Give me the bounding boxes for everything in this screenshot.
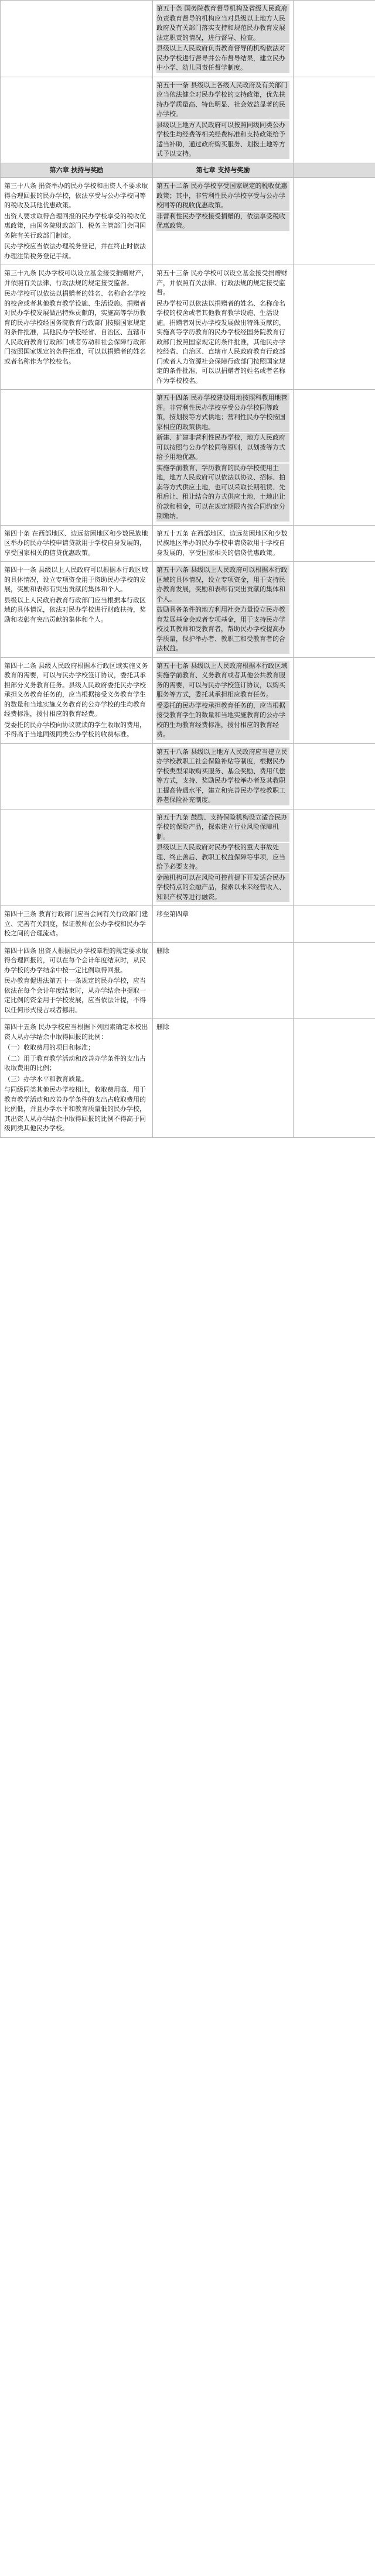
original-clause: [1, 390, 153, 526]
original-clause: [1, 906, 153, 943]
original-clause: [1, 77, 153, 163]
original-clause-paragraph: 第四十条 在西部地区、边远贫困地区和少数民族地区举办的民办学校申请贷款用于学校自身发展的，享受国家相关的信贷优惠政策。: [4, 529, 148, 557]
clause-row: [1, 743, 375, 809]
revised-clause: [153, 525, 294, 562]
chapter-heading-note: [294, 163, 375, 178]
revised-clause-paragraph: 第五十二条 民办学校享受国家规定的税收优惠政策；其中，非营利性民办学校享受与公办学校同等的税收优惠政策。: [156, 181, 289, 211]
original-clause: [1, 657, 153, 743]
revised-clause: [153, 657, 294, 743]
chapter-heading-row: [1, 163, 375, 178]
original-clause-paragraph: 第四十四条 出资人根据民办学校章程的规定要求取得合理回报的，可以在每个会计年度结束时，从民办学校的办学结余中按一定比例取得回报。: [4, 946, 148, 974]
clause-row: [1, 77, 375, 163]
comparison-document: [0, 0, 375, 1138]
clause-row: [1, 525, 375, 562]
revised-clause-paragraph: 第五十七条 县级以上人民政府根据本行政区域实施学前教育、义务教育或者其他公共教育服务的需要，可以与民办学校签订协议，以购买服务等方式，委托其承担相应教育任务。: [156, 661, 289, 700]
revised-clause-paragraph: 第五十三条 民办学校可以设立基金接受捐赠财产，并依照有关法律、行政法规的规定接受监督。: [156, 269, 288, 296]
note-cell: [294, 562, 375, 658]
revised-clause-paragraph: 删除: [156, 1023, 169, 1031]
revised-clause-paragraph: 移至第四章: [156, 910, 189, 918]
revised-clause: [153, 906, 294, 943]
comparison-table: [0, 0, 375, 1138]
clause-row: [1, 562, 375, 658]
original-clause-paragraph: 与同级同类其他民办学校相比，收取费用高、用于教育教学活动和改善办学条件的支出占收取费用的比例低，并且办学水平和教育质量低的民办学校，其出资人从办学结余中取得回报的比例不得高于同级同类其他民办学校。: [4, 1086, 146, 1132]
original-clause-paragraph: （三）办学水平和教育质量。: [4, 1075, 88, 1083]
note-cell: [294, 657, 375, 743]
original-clause: [1, 1019, 153, 1138]
comparison-table-body: [1, 1, 375, 1138]
original-clause-paragraph: 受委托的民办学校向协议就读的学生收取的费用，不得高于当地同级同类公办学校的收费标准。: [4, 721, 146, 738]
note-cell: [294, 178, 375, 265]
revised-clause-paragraph: 鼓励具备条件的地方利用社会力量设立民办教育发展基金会或者专项基金，用于支持民办学校及其教师和受教育者，帮助民办学校提高办学质量，保护举办者、教职工和受教育者的合法权益。: [156, 605, 289, 654]
note-cell: [294, 77, 375, 163]
original-clause: [1, 809, 153, 906]
note-cell: [294, 1019, 375, 1138]
note-cell: [294, 265, 375, 390]
original-clause-paragraph: 第三十八条 捐资举办的民办学校和出资人不要求取得合理回报的民办学校，依法享受与公办学校同等的税收及其他优惠政策。: [4, 182, 148, 209]
revised-clause: [153, 77, 294, 163]
clause-row: [1, 1, 375, 77]
revised-clause: [153, 1019, 294, 1138]
revised-clause: [153, 743, 294, 809]
note-cell: [294, 942, 375, 1019]
original-clause: [1, 942, 153, 1019]
revised-clause-paragraph: 非营利性民办学校接受捐赠的，依法享受税收优惠政策。: [156, 212, 289, 231]
original-clause: [1, 265, 153, 390]
chapter-heading-old: 第六章 扶持与奖励: [1, 163, 153, 178]
original-clause-paragraph: 第三十九条 民办学校可以设立基金接受捐赠财产，并依照有关法律、行政法规的规定接受监督。: [4, 269, 148, 287]
chapter-heading-new: 第七章 支持与奖励: [153, 163, 294, 178]
original-clause: [1, 743, 153, 809]
revised-clause-paragraph: 删除: [156, 946, 169, 955]
revised-clause-paragraph: 第五十一条 县级以上各级人民政府及有关部门应当依法健全对民办学校的支持政策，优先扶持办学质量高、特色明显、社会效益显著的民办学校。: [156, 81, 289, 119]
revised-clause-paragraph: 第五十四条 民办学校建设用地按照科教用地管理。非营利性民办学校享受公办学校同等政策，按划拨等方式供地；营利性民办学校按国家相应的政策供地。: [156, 393, 289, 432]
revised-clause: [153, 942, 294, 1019]
revised-clause-paragraph: 实施学前教育、学历教育的民办学校使用土地，地方人民政府可以依法以协议、招标、拍卖等方式供应土地，也可以采取长期租赁、先租后让、租让结合的方式供应土地，土地出让价款和租金，可以在规定期限内按合同约定分期缴纳。: [156, 464, 289, 522]
note-cell: [294, 906, 375, 943]
note-cell: [294, 525, 375, 562]
original-clause: [1, 178, 153, 265]
clause-row: [1, 178, 375, 265]
revised-clause-paragraph: 金融机构可以在风险可控前提下开发适合民办学校特点的金融产品，探索以未来经营收入、知识产权等进行融资。: [156, 873, 289, 903]
revised-clause-paragraph: 新建、扩建非营利性民办学校，地方人民政府可以按照与公办学校同等原则，以划拨等方式给予用地优惠。: [156, 433, 289, 462]
revised-clause-paragraph: 县级以上人民政府负责教育督导的机构依法对民办学校进行督导并公布督导结果，建立民办中小学、幼儿园责任督学制度。: [156, 44, 289, 73]
original-clause: [1, 1, 153, 77]
revised-clause-paragraph: 第五十六条 县级以上人民政府可以根据本行政区域的具体情况，设立专项资金，用于支持民办教育发展，奖励和表彰有突出贡献的集体和个人。: [156, 565, 289, 604]
revised-clause: [153, 562, 294, 658]
clause-row: [1, 657, 375, 743]
revised-clause: [153, 809, 294, 906]
original-clause-paragraph: （一）收取费用的项目和标准；: [4, 1044, 94, 1051]
revised-clause-paragraph: 第五十九条 鼓励、支持保险机构设立适合民办学校的保险产品，探索建立行业风险保障机制。: [156, 813, 289, 842]
original-clause-paragraph: 第四十三条 教育行政部门应当会同有关行政部门建立、完善有关制度，保证教师在公办学校和民办学校之间的合理流动。: [4, 910, 148, 937]
revised-clause: [153, 178, 294, 265]
revised-clause-paragraph: 受委托的民办学校承担教育任务的，应当根据接受教育学生的数量和当地实施教育的公办学校的生均教育经费标准，拨付相应的教育经费。: [156, 701, 289, 740]
original-clause: [1, 562, 153, 658]
original-clause-paragraph: 第四十二条 县级人民政府根据本行政区域实施义务教育的需要，可以与民办学校签订协议，委托其承担部分义务教育任务。县级人民政府委托民办学校承担义务教育任务的，应当根据接受义务教育学生的数量和当地实施义务教育的公办学校的生均教育经费标准，拨付相应的教育经费。: [4, 661, 148, 718]
revised-clause-paragraph: 县级以上地方人民政府可以按照同级同类公办学校生均经费等相关经费标准和支持政策给予适当补助，通过政府购买服务、划拨土地等方式予以支持。: [156, 121, 289, 159]
original-clause-paragraph: （二）用于教育教学活动和改善办学条件的支出占收取费用的比例；: [4, 1054, 146, 1072]
revised-clause-paragraph: 第五十条 国务院教育督导机构及省级人民政府负责教育督导的机构应当对县级以上地方人民政府及有关部门落实支持和规范民办教育发展法定职责的情况，进行督导、检查。: [156, 4, 289, 43]
clause-row: [1, 942, 375, 1019]
revised-clause-paragraph: 县级以上人民政府对民办学校的重大事故处理、终止善后、教职工权益保障等事项，应当给予必要支持。: [156, 843, 289, 872]
note-cell: [294, 390, 375, 526]
note-cell: [294, 809, 375, 906]
clause-row: [1, 390, 375, 526]
revised-clause-paragraph: 第五十五条 在西部地区、边远贫困地区和少数民族地区举办的民办学校申请贷款用于学校自身发展的，享受国家相关的信贷优惠政策。: [156, 529, 288, 557]
original-clause-paragraph: 出资人要求取得合理回报的民办学校享受的税收优惠政策，由国务院财政部门、税务主管部门会同国务院有关行政部门制定。: [4, 212, 146, 239]
original-clause: [1, 525, 153, 562]
revised-clause-paragraph: 第五十八条 县级以上地方人民政府应当建立民办学校教职工社会保险补贴等制度，根据民办学校类型采取购买服务、基金奖励、费用代偿等方式，支持、奖励民办学校举办者及其教职工提高待遇水平，建立和完善民办学校教职工养老保险补充制度。: [156, 747, 289, 805]
original-clause-paragraph: 民办教育促进法第五十一条规定的民办学校，应当依法在每个会计年度结束时，从办学结余中提取一定比例的资金用于学校发展，应当依法计提，不得以任何形式侵占或者挪用。: [4, 977, 146, 1014]
original-clause-paragraph: 民办学校应当依法办理税务登记，并在终止时依法办理注销税务登记手续。: [4, 242, 146, 260]
clause-row: [1, 906, 375, 943]
original-clause-paragraph: 第四十一条 县级以上人民政府可以根据本行政区域的具体情况，设立专项资金用于资助民办学校的发展，奖励和表彰有突出贡献的集体和个人。: [4, 566, 148, 593]
clause-row: [1, 809, 375, 906]
clause-row: [1, 1019, 375, 1138]
note-cell: [294, 743, 375, 809]
revised-clause-paragraph: 民办学校可以依法以捐赠者的姓名、名称命名学校的校舍或者其他教育教学设施、生活设施。捐赠者对民办学校发展做出特殊贡献的，实施高等学历教育的民办学校经国务院教育行政部门按照国家规定的条件批准，其他民办学校经省、自治区、直辖市人民政府教育行政部门或者人力资源社会保障行政部门按照国家规定的条件批准，可以以捐赠者的姓名或者名称作为学校校名。: [156, 299, 285, 385]
revised-clause: [153, 1, 294, 77]
revised-clause: [153, 265, 294, 390]
clause-row: [1, 265, 375, 390]
original-clause-paragraph: 第四十五条 民办学校应当根据下列因素确定本校出资人从办学结余中取得回报的比例：: [4, 1023, 148, 1041]
original-clause-paragraph: 民办学校可以依法以捐赠者的姓名、名称命名学校的校舍或者其他教育教学设施、生活设施。捐赠者对民办学校发展做出特殊贡献的，实施高等学历教育的民办学校经国务院教育行政部门按照国家规定的条件批准，其他民办学校经省、自治区、直辖市人民政府教育行政部门或者劳动和社会保障行政部门按照国家规定的条件批准，可以以捐赠者的姓名或者名称作为学校校名。: [4, 290, 146, 365]
original-clause-paragraph: 县级以上人民政府教育行政部门应当根据本行政区域的具体情况，依法对民办学校进行财政扶持，奖励和表彰有突出贡献的集体和个人。: [4, 596, 146, 623]
note-cell: [294, 1, 375, 77]
revised-clause: [153, 390, 294, 526]
